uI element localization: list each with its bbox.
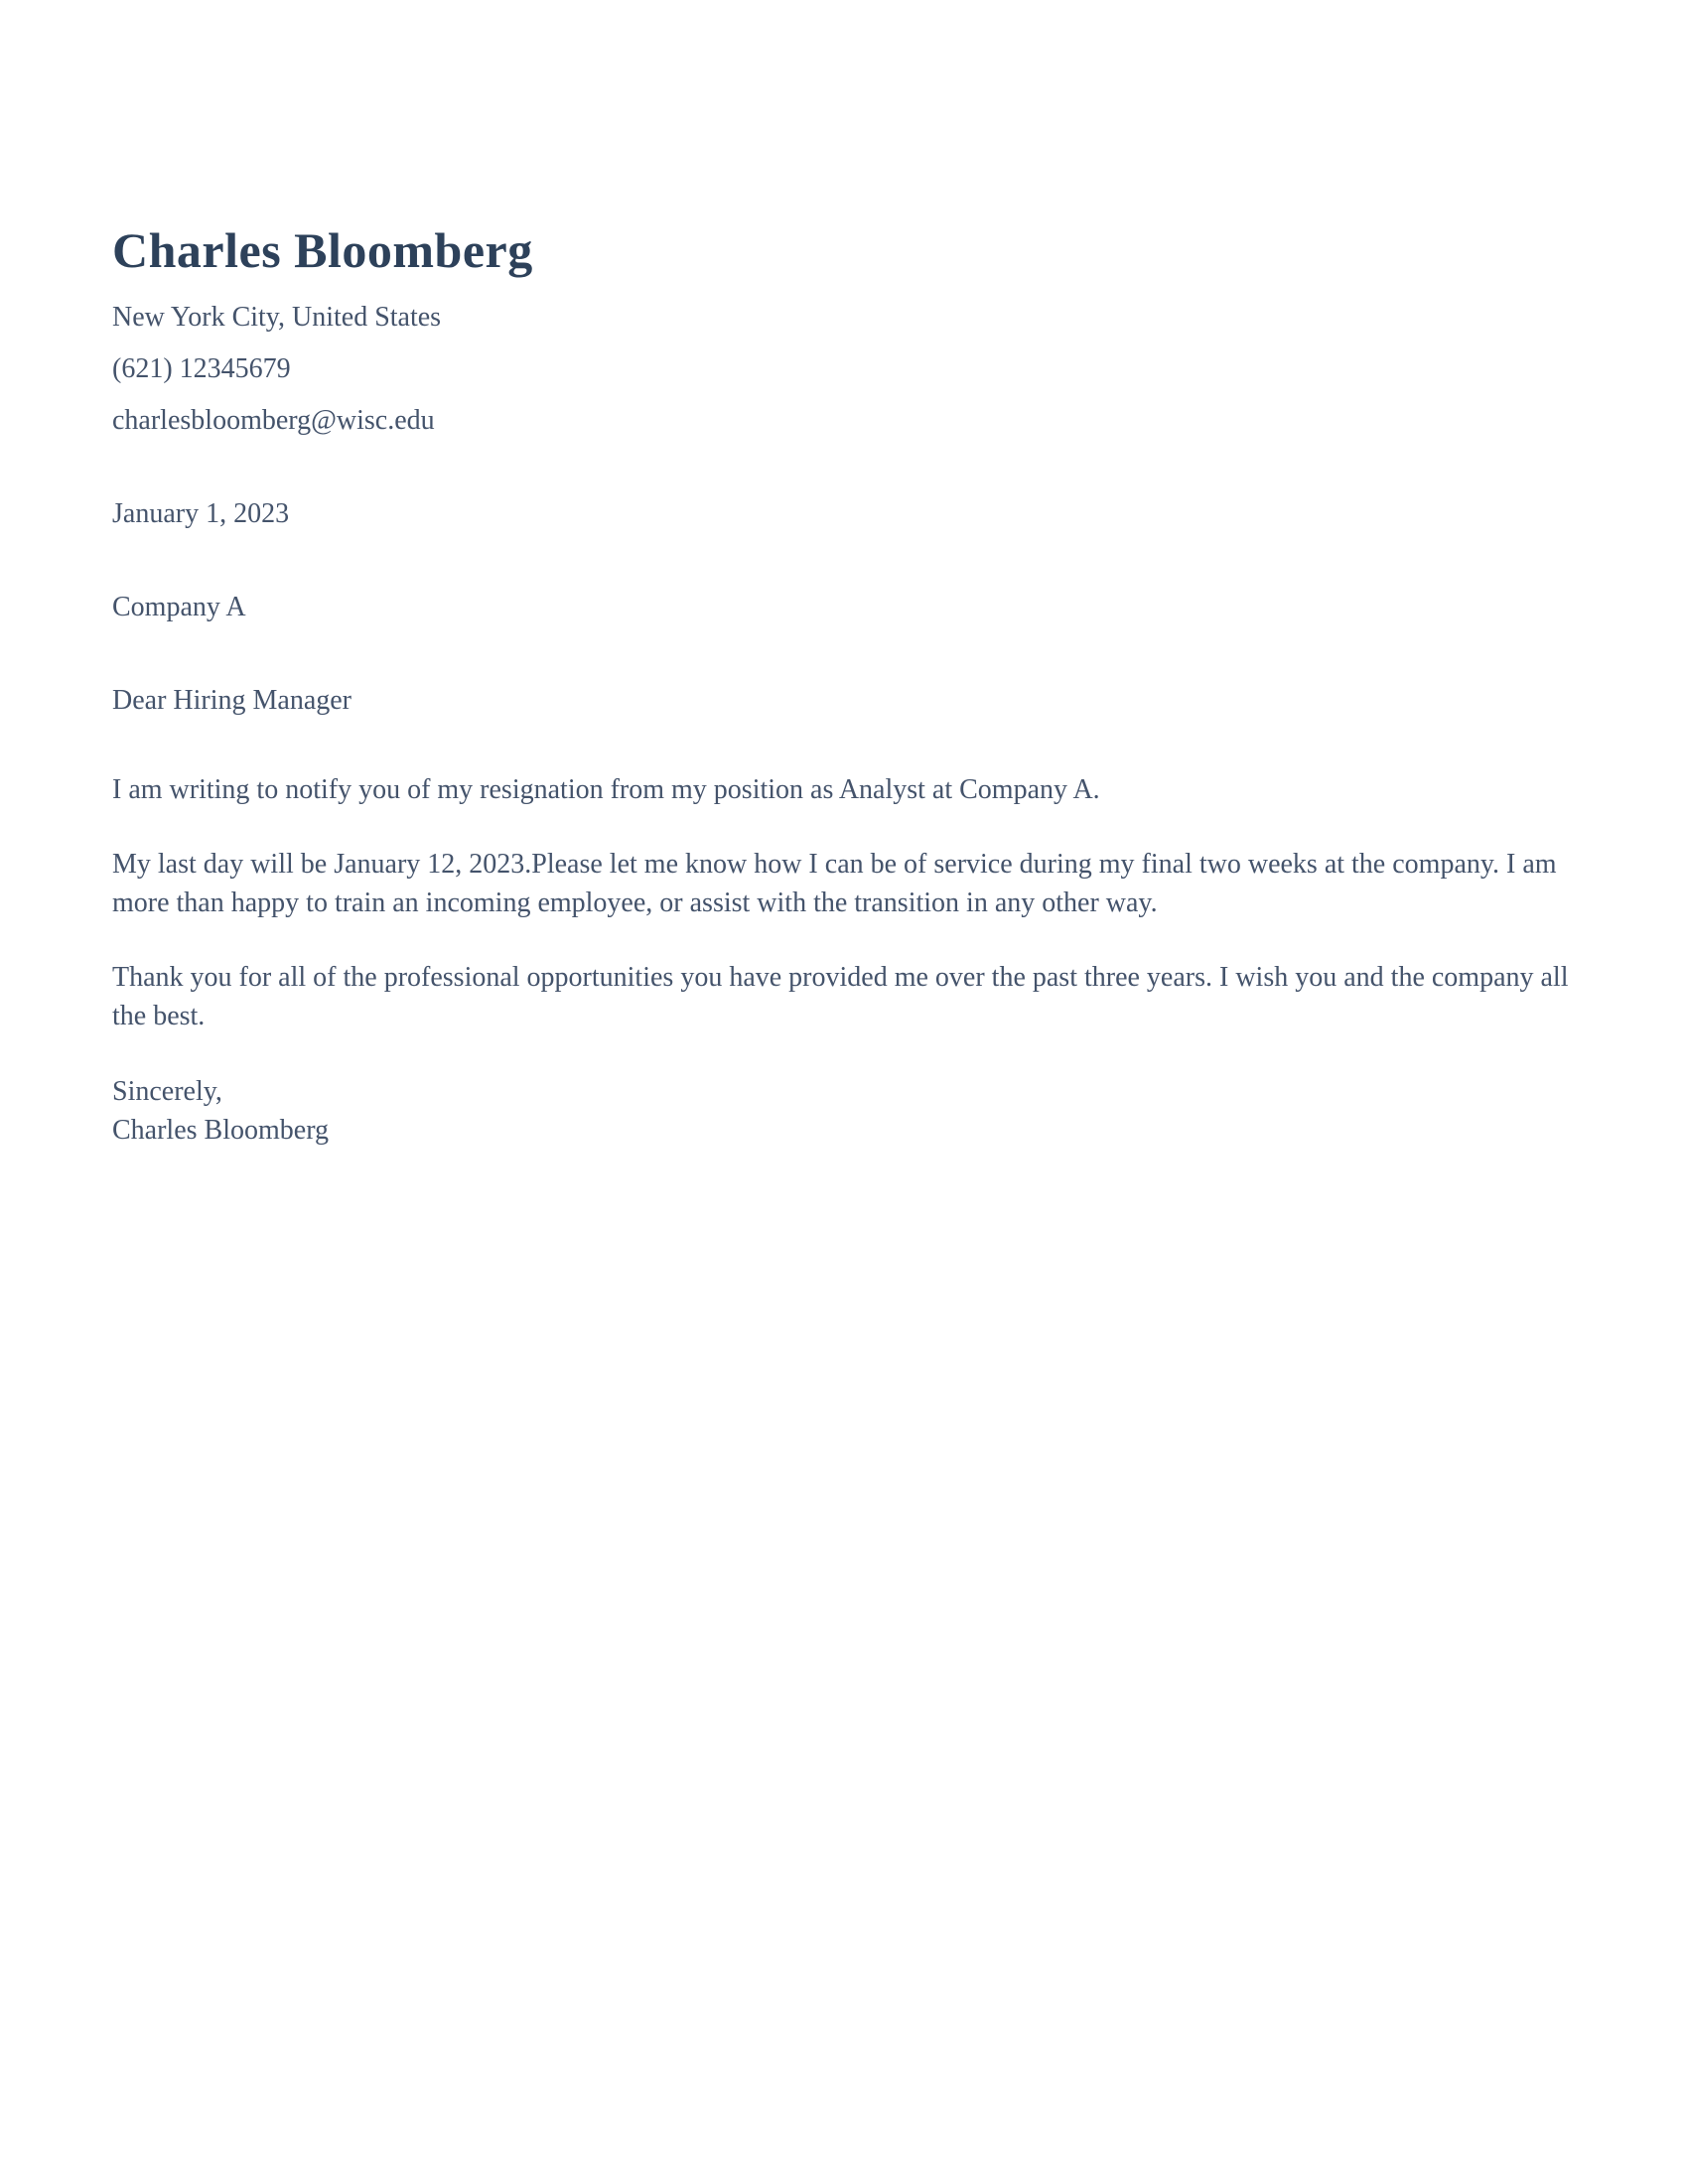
signature-name: Charles Bloomberg [112, 1115, 330, 1146]
recipient-name: Company A [112, 592, 246, 622]
sender-phone: (621) 12345679 [112, 353, 291, 384]
body-paragraph-2: My last day will be January 12, 2023.Please let me know how I can be of service during my final two weeks at the company. I am more than happy to train an incoming employee, or assist with the transition in any other way. [112, 849, 1557, 918]
closing-phrase: Sincerely, [112, 1076, 222, 1107]
salutation: Dear Hiring Manager [112, 685, 352, 716]
body-paragraph-1: I am writing to notify you of my resignation from my position as Analyst at Company A. [112, 774, 1100, 805]
signoff-block [112, 1072, 1576, 1150]
sender-name-heading: Charles Bloomberg [112, 222, 533, 278]
sender-location: New York City, United States [112, 302, 442, 333]
letter-date: January 1, 2023 [112, 498, 290, 529]
contact-info-block [112, 300, 1576, 439]
sender-email: charlesbloomberg@wisc.edu [112, 405, 435, 436]
body-paragraph-3: Thank you for all of the professional opportunities you have provided me over the past three years. I wish you and the company all the best. [112, 962, 1569, 1031]
